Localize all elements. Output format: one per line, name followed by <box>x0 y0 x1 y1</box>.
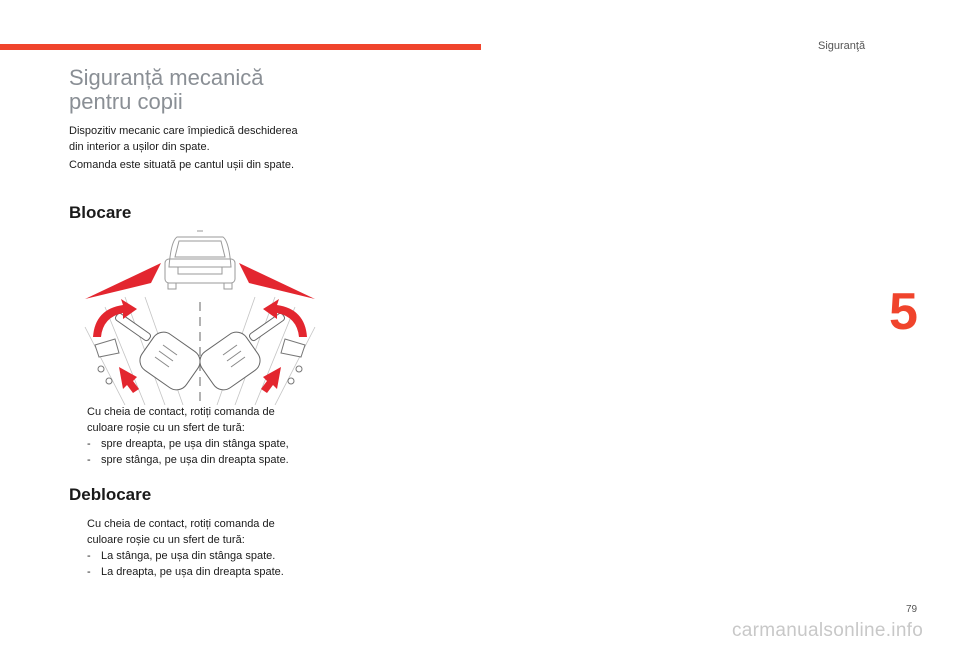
title-line-2: pentru copii <box>69 89 183 114</box>
deblocare-item: - La dreapta, pe ușa din dreapta spate. <box>87 566 284 578</box>
heading-blocare: Blocare <box>69 203 132 222</box>
blocare-line-1: Cu cheia de contact, rotiți comanda de <box>87 406 275 418</box>
car-rear-drawing <box>165 231 235 289</box>
view-beams <box>85 263 315 299</box>
blocare-item: - spre stânga, pe ușa din dreapta spate. <box>87 454 289 466</box>
title-line-1: Siguranță mecanică <box>69 65 264 90</box>
intro-line-1: Dispozitiv mecanic care împiedică deschiderea <box>69 125 298 137</box>
deblocare-instruction <box>69 516 349 580</box>
chapter-number: 5 <box>889 283 918 341</box>
heading-deblocare: Deblocare <box>69 485 152 504</box>
blocare-line-2: culoare roșie cu un sfert de tură: <box>87 422 245 434</box>
intro-line-2: din interior a ușilor din spate. <box>69 141 210 153</box>
deblocare-line-1: Cu cheia de contact, rotiți comanda de <box>87 518 275 530</box>
blocare-item: - spre dreapta, pe ușa din stânga spate, <box>87 438 289 450</box>
watermark: carmanualsonline.info <box>732 620 924 641</box>
deblocare-line-2: culoare roșie cu un sfert de tură: <box>87 534 245 546</box>
section-name: Siguranţă <box>818 40 866 52</box>
intro-location: Comanda este situată pe cantul ușii din spate. <box>69 159 295 171</box>
page-number: 79 <box>906 604 918 615</box>
intro-paragraph <box>69 123 339 155</box>
deblocare-item: - La stânga, pe ușa din stânga spate. <box>87 550 276 562</box>
top-accent-bar <box>0 44 481 50</box>
blocare-instruction <box>69 404 349 468</box>
child-lock-illustration <box>65 227 335 405</box>
page-title <box>69 66 263 114</box>
